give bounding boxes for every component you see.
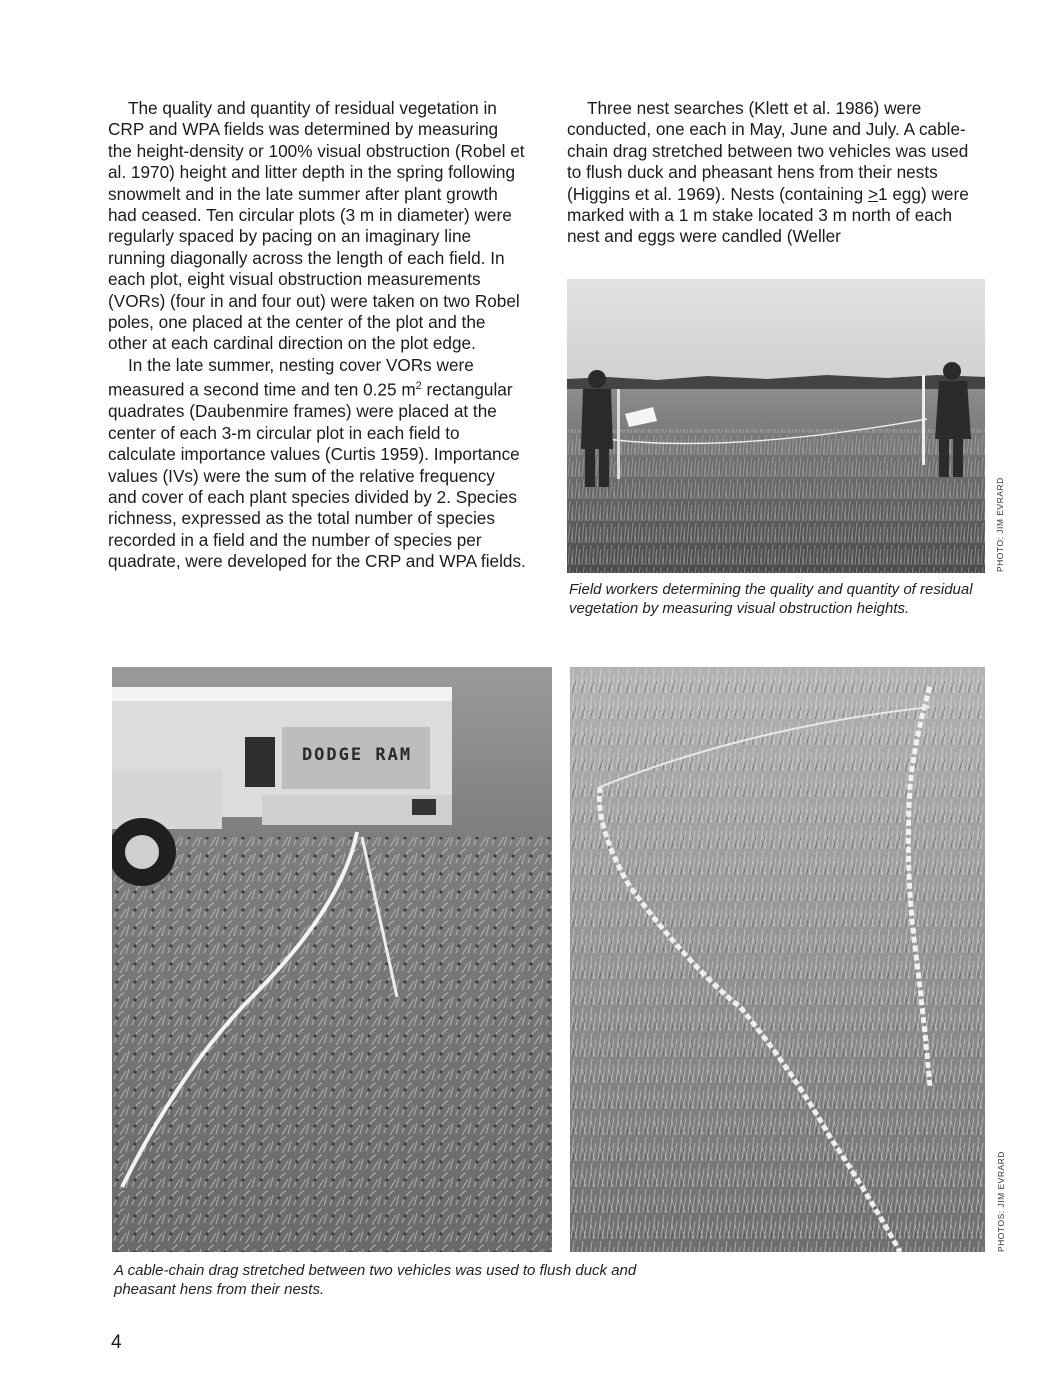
truck-tailgate-text: DODGE RAM — [301, 745, 413, 765]
left-text-column — [108, 98, 526, 573]
methods-paragraph-2-start: In the late summer, nesting cover VORs were measured a second time and ten 0.25 m — [108, 354, 474, 401]
cable-chain-photo — [570, 667, 985, 1252]
methods-paragraph-2 — [108, 355, 526, 573]
methods-paragraph-1: The quality and quantity of residual vegetation in CRP and WPA fields was determined by measuring the height-density or 100% visual obstruction (Robel et al. 1970) height and litter depth in the spring following snowmelt and in the late summer after plant growth had ceased. Ten circular plots (3 m in diameter) were regularly spaced by pacing on an imaginary line running diagonally across the length of each field. In each plot, eight visual obstruction measurements (VORs) (four in and four out) were taken on two Robel poles, one placed at the center of the plot and the other at each cardinal direction on the plot edge. — [108, 98, 525, 354]
bottom-photos-credit: PHOTOS: JIM EVRARD — [996, 1151, 1006, 1252]
nest-search-paragraph — [567, 98, 985, 248]
bottom-photos-caption: A cable-chain drag stretched between two vehicles was used to flush duck and pheasant hens from their nests. — [114, 1262, 637, 1298]
top-photo-credit: PHOTO: JIM EVRARD — [995, 477, 1005, 572]
greater-equal-symbol: > — [867, 183, 878, 204]
field-workers-photo — [567, 279, 985, 573]
nest-search-text-end: 1 egg) were marked with a 1 m stake located 3 m north of each nest and eggs were candled (Weller — [567, 183, 969, 247]
truck-drag-photo — [112, 667, 552, 1252]
top-photo-caption: Field workers determining the quality and quantity of residual vegetation by measuring visual obstruction heights. — [569, 581, 973, 617]
squared-superscript: 2 — [415, 380, 422, 393]
nest-search-text-start: Three nest searches (Klett et al. 1986) were conducted, one each in May, June and July. A cable-chain drag stretched between two vehicles was used to flush duck and pheasant hens from their nests (Higgins et al. 1969). Nests (containing — [567, 98, 969, 204]
methods-paragraph-2-end: rectangular quadrates (Daubenmire frames) were placed at the center of each 3-m circular plot in each field to calculate importance values (Curtis 1959). Importance values (IVs) were the sum of the relative frequency and cover of each plant species divided by 2. Species richness, expressed as the total number of species recorded in a field and the number of species per quadrate, were developed for the CRP and WPA fields. — [108, 380, 526, 572]
right-text-column — [567, 98, 985, 248]
page-number: 4 — [111, 1332, 122, 1353]
